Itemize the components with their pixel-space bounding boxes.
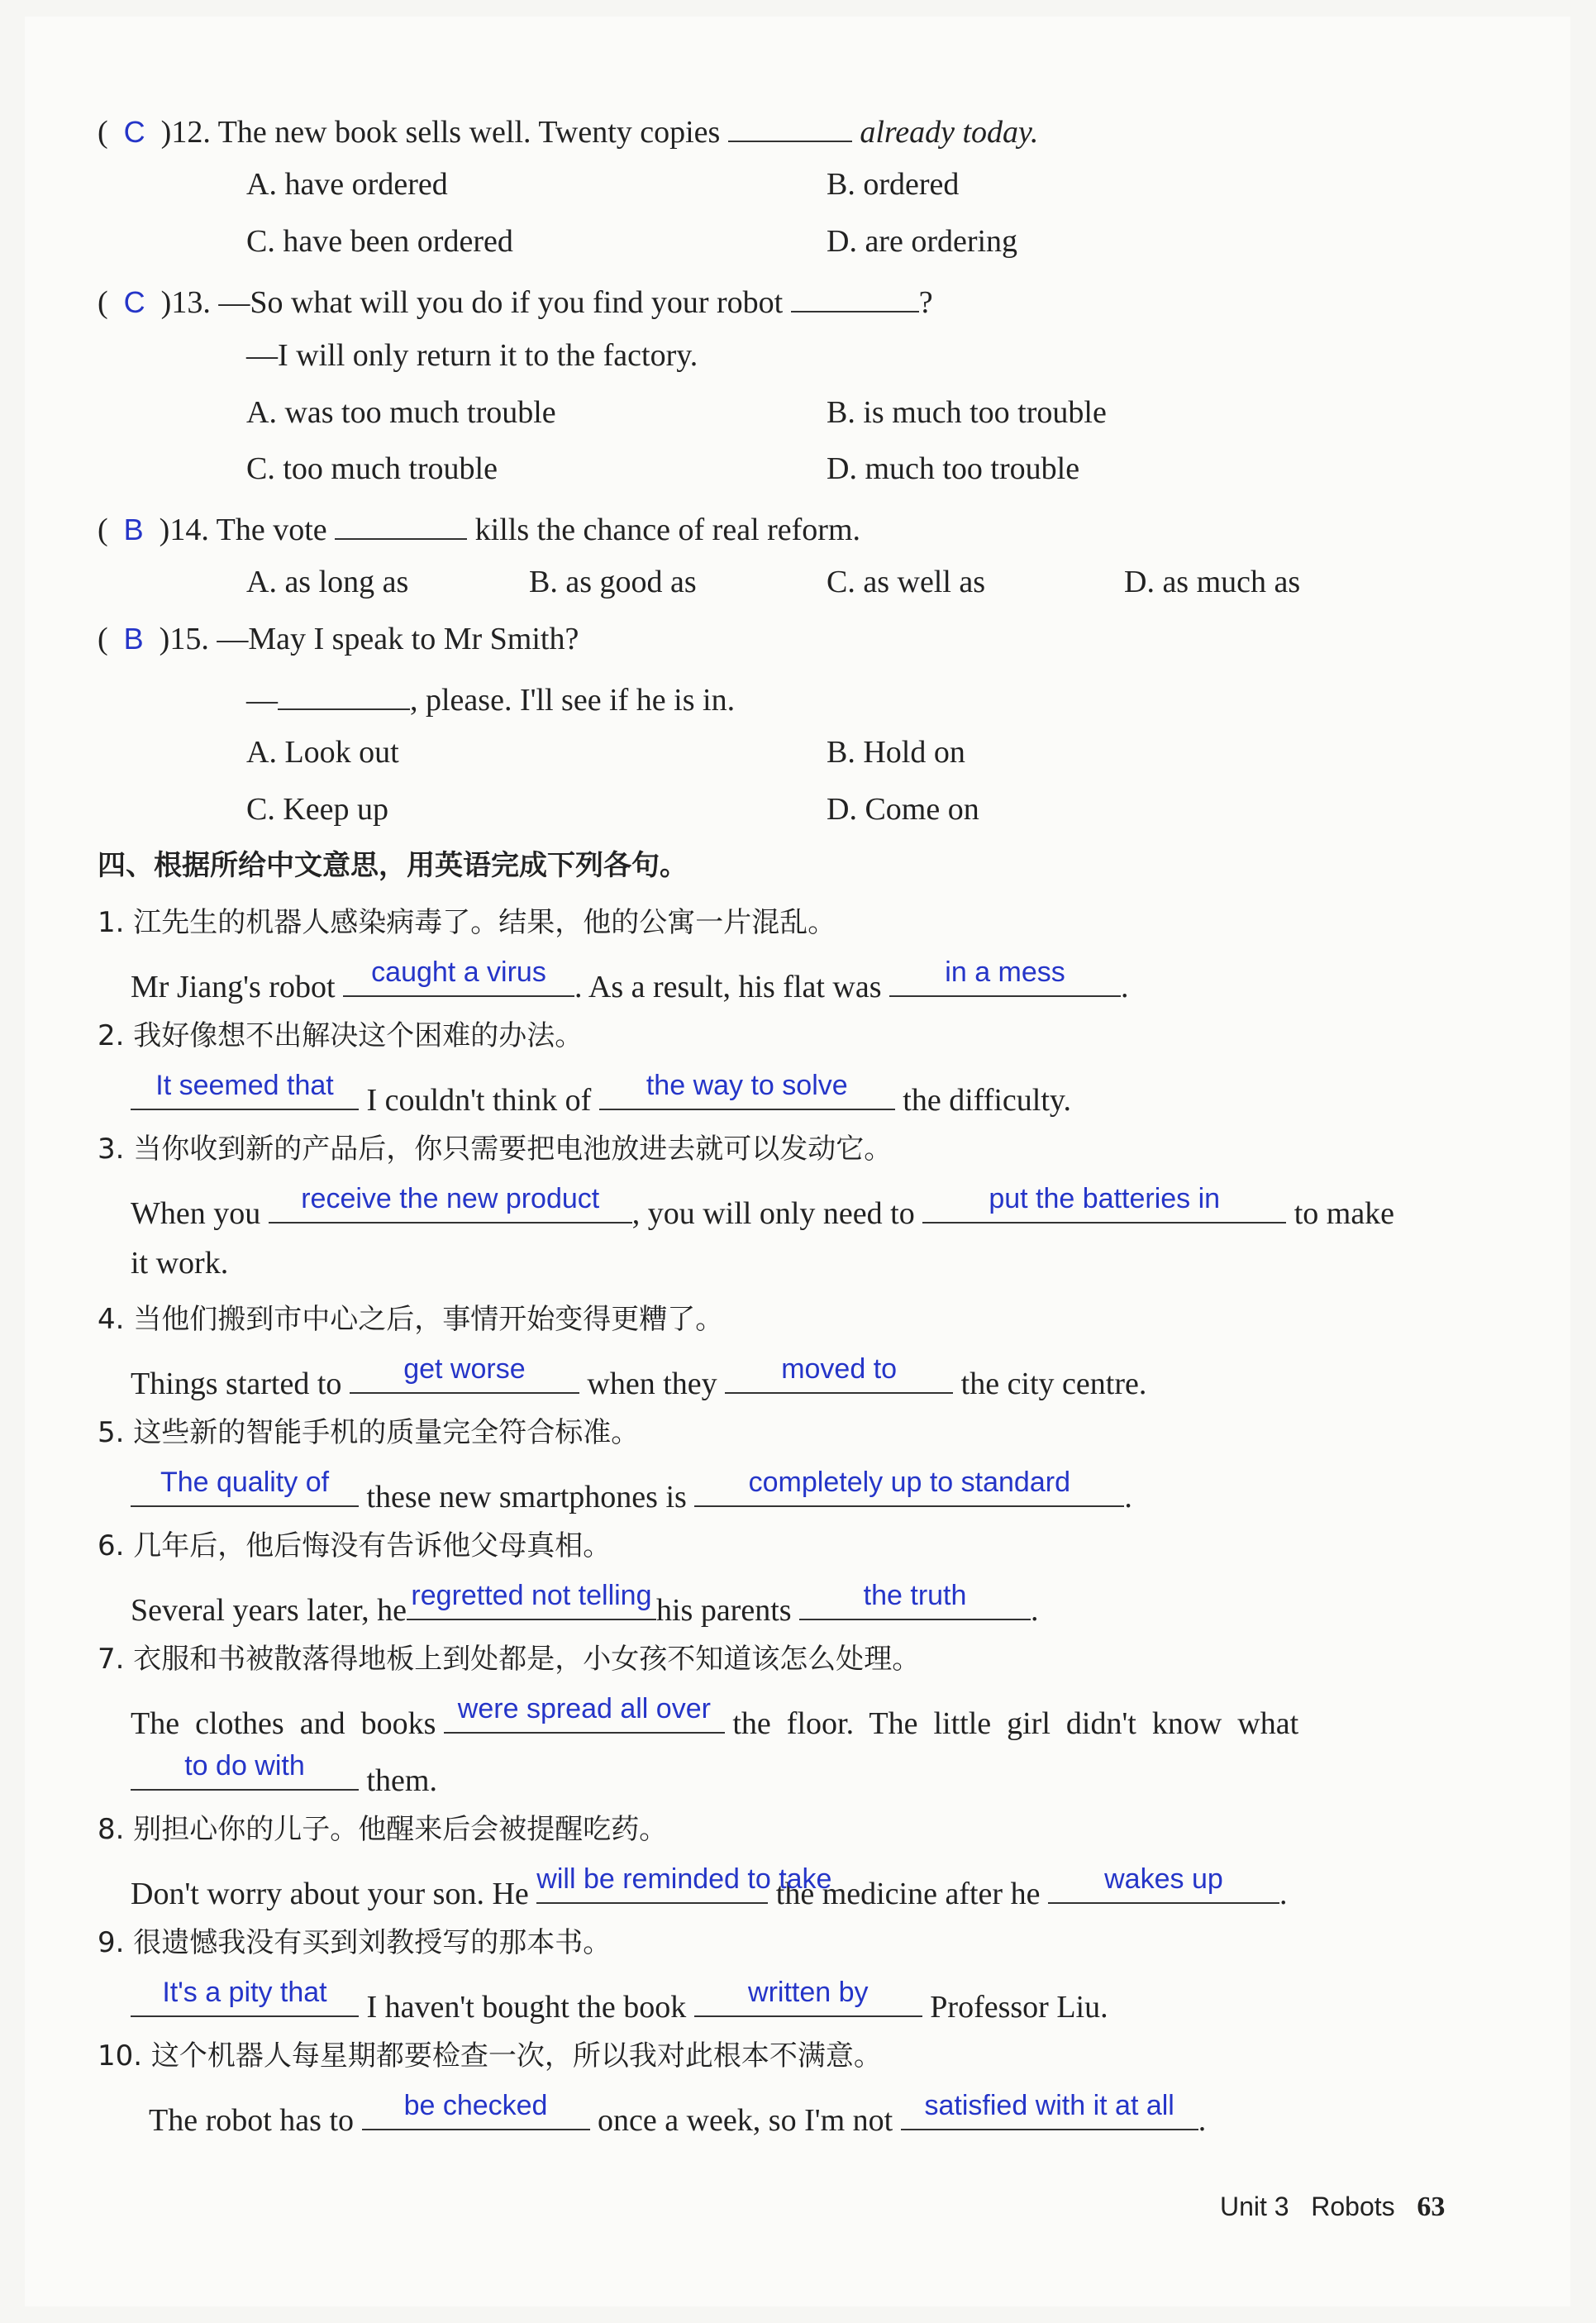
item-1-english: Mr Jiang's robot caught a virus . As a result, his flat was in a mess .: [131, 956, 1129, 1004]
answer-blank: put the batteries in: [922, 1185, 1286, 1224]
option-a: A. have ordered: [246, 167, 448, 202]
section-title: 四、根据所给中文意思，用英语完成下列各句。: [98, 849, 688, 882]
blank-line: [278, 675, 410, 710]
item-3-english-cont: it work.: [131, 1246, 229, 1281]
answer-blank: regretted not telling: [407, 1582, 656, 1620]
answer-blank: wakes up: [1048, 1866, 1279, 1904]
item-4-chinese: 4. 当他们搬到市中心之后，事情开始变得更糟了。: [98, 1303, 724, 1336]
option-c: C. have been ordered: [246, 224, 513, 259]
option-d: D. as much as: [1124, 565, 1301, 599]
answer-letter: B: [123, 513, 144, 546]
item-10-chinese: 10. 这个机器人每星期都要检查一次，所以我对此根本不满意。: [98, 2039, 882, 2073]
item-8-english: Don't worry about your son. He will be reminded to take the medicine after he wakes up .: [131, 1863, 1288, 1911]
answer-blank: the truth: [799, 1582, 1031, 1620]
answer-blank: were spread all over: [444, 1696, 725, 1734]
item-10-english: The robot has to be checked once a week, so I'm not satisfied with it at all .: [149, 2090, 1207, 2138]
answer-blank: receive the new product: [269, 1185, 632, 1224]
unit-title: Robots: [1311, 2192, 1395, 2221]
answer-blank: in a mess: [889, 959, 1121, 997]
item-3-chinese: 3. 当你收到新的产品后，你只需要把电池放进去就可以发动它。: [98, 1133, 893, 1166]
question-13: ( C )13. —So what will you do if you find your robot ?: [98, 278, 933, 323]
item-6-chinese: 6. 几年后，他后悔没有告诉他父母真相。: [98, 1529, 612, 1562]
answer-blank: the way to solve: [599, 1072, 895, 1110]
item-6-english: Several years later, he regretted not telling his parents the truth .: [131, 1580, 1039, 1628]
unit-label: Unit 3: [1220, 2192, 1289, 2221]
question-13-line2: —I will only return it to the factory.: [246, 338, 698, 373]
answer-blank: caught a virus: [343, 959, 574, 997]
answer-blank: written by: [694, 1979, 922, 2017]
blank-line: [728, 107, 852, 142]
item-5-english: The quality of these new smartphones is completely up to standard .: [131, 1469, 1132, 1518]
option-b: B. is much too trouble: [827, 395, 1107, 430]
option-d: D. Come on: [827, 792, 979, 827]
item-9-english: It's a pity that I haven't bought the book written by Professor Liu.: [131, 1979, 1108, 2028]
item-1-chinese: 1. 江先生的机器人感染病毒了。结果，他的公寓一片混乱。: [98, 906, 836, 939]
option-b: B. as good as: [529, 565, 697, 599]
answer-blank: be checked: [362, 2092, 590, 2130]
item-7-chinese: 7. 衣服和书被散落得地板上到处都是，小女孩不知道该怎么处理。: [98, 1643, 921, 1676]
option-a: A. was too much trouble: [246, 395, 556, 430]
item-7-english-cont: to do with them.: [131, 1753, 437, 1801]
answer-blank: moved to: [725, 1356, 953, 1394]
option-c: C. as well as: [827, 565, 986, 599]
answer-blank: completely up to standard: [694, 1469, 1124, 1507]
item-9-chinese: 9. 很遗憾我没有买到刘教授写的那本书。: [98, 1926, 612, 1959]
option-d: D. much too trouble: [827, 451, 1080, 486]
item-4-english: Things started to get worse when they moved to the city centre.: [131, 1353, 1147, 1401]
option-b: B. Hold on: [827, 735, 965, 770]
answer-blank: get worse: [350, 1356, 579, 1394]
blank-line: [335, 505, 467, 540]
item-7-english: The clothes and books were spread all over the floor. The little girl didn't know what: [131, 1693, 1299, 1741]
question-14: ( B )14. The vote kills the chance of real reform.: [98, 505, 860, 551]
answer-blank: It's a pity that: [131, 1979, 359, 2017]
item-8-chinese: 8. 别担心你的儿子。他醒来后会被提醒吃药。: [98, 1813, 668, 1846]
answer-letter: B: [123, 622, 144, 656]
answer-blank: It seemed that: [131, 1072, 359, 1110]
option-c: C. Keep up: [246, 792, 389, 827]
answer-letter: C: [123, 285, 145, 319]
answer-blank: will be reminded to take: [536, 1866, 768, 1904]
answer-letter: C: [123, 115, 145, 149]
question-15-line2: — , please. I'll see if he is in.: [246, 675, 735, 721]
page-number: 63: [1417, 2192, 1446, 2222]
answer-blank: The quality of: [131, 1469, 359, 1507]
blank-line: [791, 278, 919, 312]
option-a: A. as long as: [246, 565, 409, 599]
option-d: D. are ordering: [827, 224, 1018, 259]
question-12: ( C )12. The new book sells well. Twenty copies already today.: [98, 107, 1038, 153]
page-footer: [1220, 2192, 1445, 2223]
option-b: B. ordered: [827, 167, 960, 202]
item-2-chinese: 2. 我好像想不出解决这个困难的办法。: [98, 1019, 584, 1052]
item-2-english: It seemed that I couldn't think of the way to solve the difficulty.: [131, 1072, 1071, 1121]
answer-blank: satisfied with it at all: [901, 2092, 1198, 2130]
item-3-english: When you receive the new product , you will only need to put the batteries in to make: [131, 1183, 1395, 1231]
option-a: A. Look out: [246, 735, 399, 770]
option-c: C. too much trouble: [246, 451, 498, 486]
answer-blank: to do with: [131, 1753, 359, 1791]
item-5-chinese: 5. 这些新的智能手机的质量完全符合标准。: [98, 1416, 640, 1449]
question-15: ( B )15. —May I speak to Mr Smith?: [98, 622, 579, 656]
